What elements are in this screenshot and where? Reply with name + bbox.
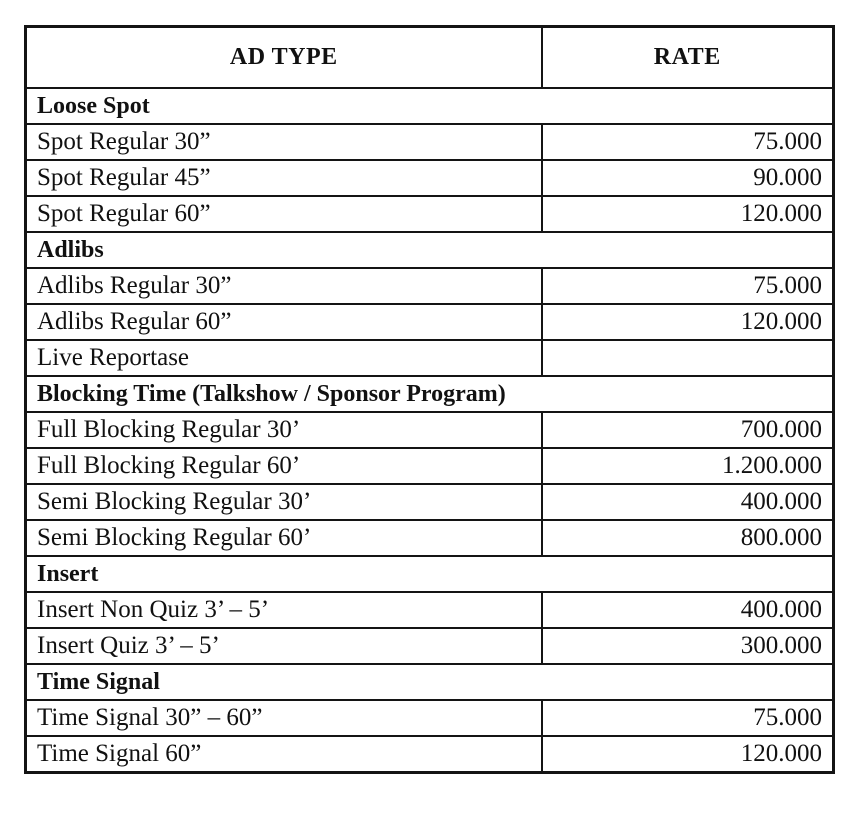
- section-label: Insert: [26, 556, 834, 592]
- table-row: [26, 700, 834, 736]
- rate-cell: 300.000: [542, 628, 834, 664]
- rate-cell: 1.200.000: [542, 448, 834, 484]
- section-row: [26, 88, 834, 124]
- section-label: Loose Spot: [26, 88, 834, 124]
- rate-cell: 120.000: [542, 304, 834, 340]
- section-label: Blocking Time (Talkshow / Sponsor Program): [26, 376, 834, 412]
- rate-cell: 120.000: [542, 196, 834, 232]
- rate-cell: 75.000: [542, 124, 834, 160]
- section-label: Adlibs: [26, 232, 834, 268]
- table-row: [26, 592, 834, 628]
- ad-type-cell: Adlibs Regular 60”: [26, 304, 542, 340]
- section-label: Time Signal: [26, 664, 834, 700]
- table-body: [26, 88, 834, 773]
- ad-type-cell: Full Blocking Regular 60’: [26, 448, 542, 484]
- ad-type-cell: Time Signal 30” – 60”: [26, 700, 542, 736]
- table-row: [26, 736, 834, 773]
- ad-type-cell: Semi Blocking Regular 60’: [26, 520, 542, 556]
- ad-type-cell: Live Reportase: [26, 340, 542, 376]
- table-row: [26, 340, 834, 376]
- table-row: [26, 412, 834, 448]
- table-row: [26, 304, 834, 340]
- ad-type-cell: Spot Regular 45”: [26, 160, 542, 196]
- table-row: [26, 628, 834, 664]
- table-row: [26, 196, 834, 232]
- ad-type-cell: Adlibs Regular 30”: [26, 268, 542, 304]
- table-row: [26, 160, 834, 196]
- table-header-row: [26, 27, 834, 89]
- ad-type-cell: Insert Non Quiz 3’ – 5’: [26, 592, 542, 628]
- ad-type-cell: Spot Regular 60”: [26, 196, 542, 232]
- table-row: [26, 124, 834, 160]
- rate-cell: 120.000: [542, 736, 834, 773]
- rate-cell: [542, 340, 834, 376]
- section-row: [26, 376, 834, 412]
- rate-cell: 75.000: [542, 268, 834, 304]
- ad-type-cell: Semi Blocking Regular 30’: [26, 484, 542, 520]
- ad-rate-table: [24, 25, 835, 774]
- ad-type-cell: Insert Quiz 3’ – 5’: [26, 628, 542, 664]
- rate-cell: 75.000: [542, 700, 834, 736]
- col-header-rate: RATE: [542, 27, 834, 89]
- section-row: [26, 664, 834, 700]
- ad-type-cell: Spot Regular 30”: [26, 124, 542, 160]
- ad-type-cell: Full Blocking Regular 30’: [26, 412, 542, 448]
- rate-cell: 700.000: [542, 412, 834, 448]
- table-row: [26, 484, 834, 520]
- table-row: [26, 268, 834, 304]
- rate-cell: 90.000: [542, 160, 834, 196]
- section-row: [26, 556, 834, 592]
- table-row: [26, 448, 834, 484]
- ad-type-cell: Time Signal 60”: [26, 736, 542, 773]
- rate-cell: 800.000: [542, 520, 834, 556]
- rate-cell: 400.000: [542, 592, 834, 628]
- table-row: [26, 520, 834, 556]
- section-row: [26, 232, 834, 268]
- col-header-ad-type: AD TYPE: [26, 27, 542, 89]
- rate-cell: 400.000: [542, 484, 834, 520]
